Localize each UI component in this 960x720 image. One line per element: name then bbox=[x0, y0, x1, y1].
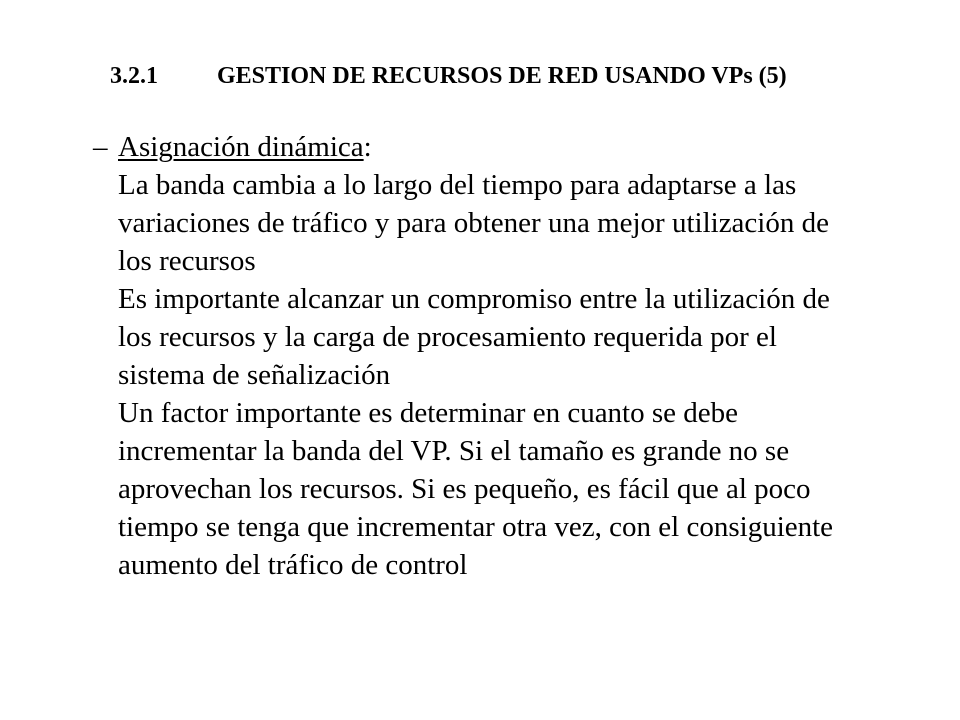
body-line: los recursos y la carga de procesamiento requerida por el bbox=[118, 321, 777, 353]
bullet-dash: – bbox=[93, 131, 108, 163]
body-line: La banda cambia a lo largo del tiempo para adaptarse a las bbox=[118, 169, 797, 201]
bullet-heading bbox=[118, 128, 918, 166]
heading-colon: : bbox=[363, 131, 372, 163]
body-line: variaciones de tráfico y para obtener una mejor utilización de bbox=[118, 207, 829, 239]
body-line: sistema de señalización bbox=[118, 359, 391, 391]
body-line: tiempo se tenga que incrementar otra vez, con el consiguiente bbox=[118, 511, 834, 543]
body-line: aumento del tráfico de control bbox=[118, 549, 468, 581]
section-number: 3.2.1 bbox=[110, 63, 158, 89]
heading-text: Asignación dinámica bbox=[118, 131, 364, 163]
body-line: Es importante alcanzar un compromiso entre la utilización de bbox=[118, 283, 830, 315]
body-line: los recursos bbox=[118, 245, 256, 277]
slide-title bbox=[110, 63, 787, 90]
body-line: aprovechan los recursos. Si es pequeño, es fácil que al poco bbox=[118, 473, 811, 505]
title-text: GESTION DE RECURSOS DE RED USANDO VPs (5) bbox=[217, 63, 787, 89]
body-line: Un factor importante es determinar en cuanto se debe bbox=[118, 397, 739, 429]
bullet-body bbox=[118, 128, 918, 584]
body-line: incrementar la banda del VP. Si el tamaño es grande no se bbox=[118, 435, 790, 467]
